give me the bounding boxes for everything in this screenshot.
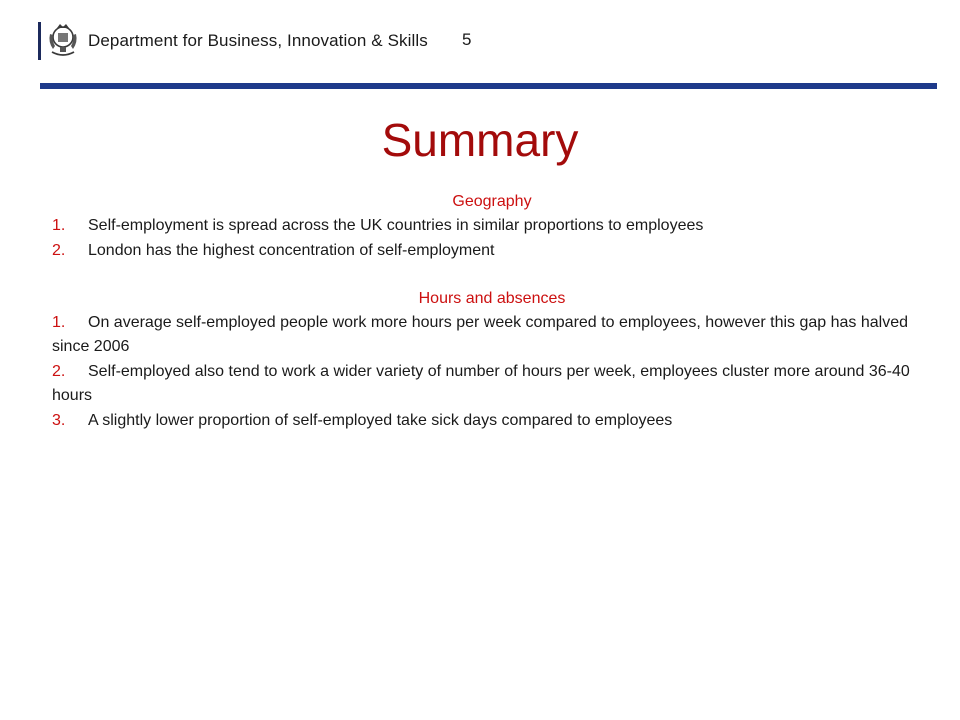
header (38, 18, 428, 64)
section-heading-hours: Hours and absences (418, 290, 566, 307)
department-name: Department for Business, Innovation & Skills (88, 31, 428, 50)
list-number: 1. (52, 217, 66, 234)
list-text: On average self-employed people work more hours per week compared to employees, however this gap has halved since 2006 (52, 314, 908, 355)
page-number: 5 (462, 30, 472, 49)
slide-title: Summary (381, 114, 579, 166)
list-number: 2. (52, 363, 66, 380)
royal-crest-icon (46, 22, 80, 60)
section-heading-geography: Geography (452, 193, 532, 210)
list-number: 3. (52, 412, 66, 429)
list-text: Self-employment is spread across the UK countries in similar proportions to employees (88, 217, 704, 234)
list-number: 2. (52, 242, 66, 259)
list-item (52, 311, 932, 359)
list-text: London has the highest concentration of self-employment (88, 242, 495, 259)
header-rule (40, 83, 937, 89)
section-spacer (52, 264, 932, 287)
list-item (52, 239, 932, 263)
list-text: Self-employed also tend to work a wider variety of number of hours per week, employees cluster more around 36-40 hours (52, 363, 910, 404)
list-text: A slightly lower proportion of self-employed take sick days compared to employees (88, 412, 673, 429)
summary-content (52, 190, 932, 434)
list-item (52, 360, 932, 408)
list-item (52, 409, 932, 433)
list-number: 1. (52, 314, 66, 331)
header-divider (38, 22, 41, 60)
list-item (52, 214, 932, 238)
